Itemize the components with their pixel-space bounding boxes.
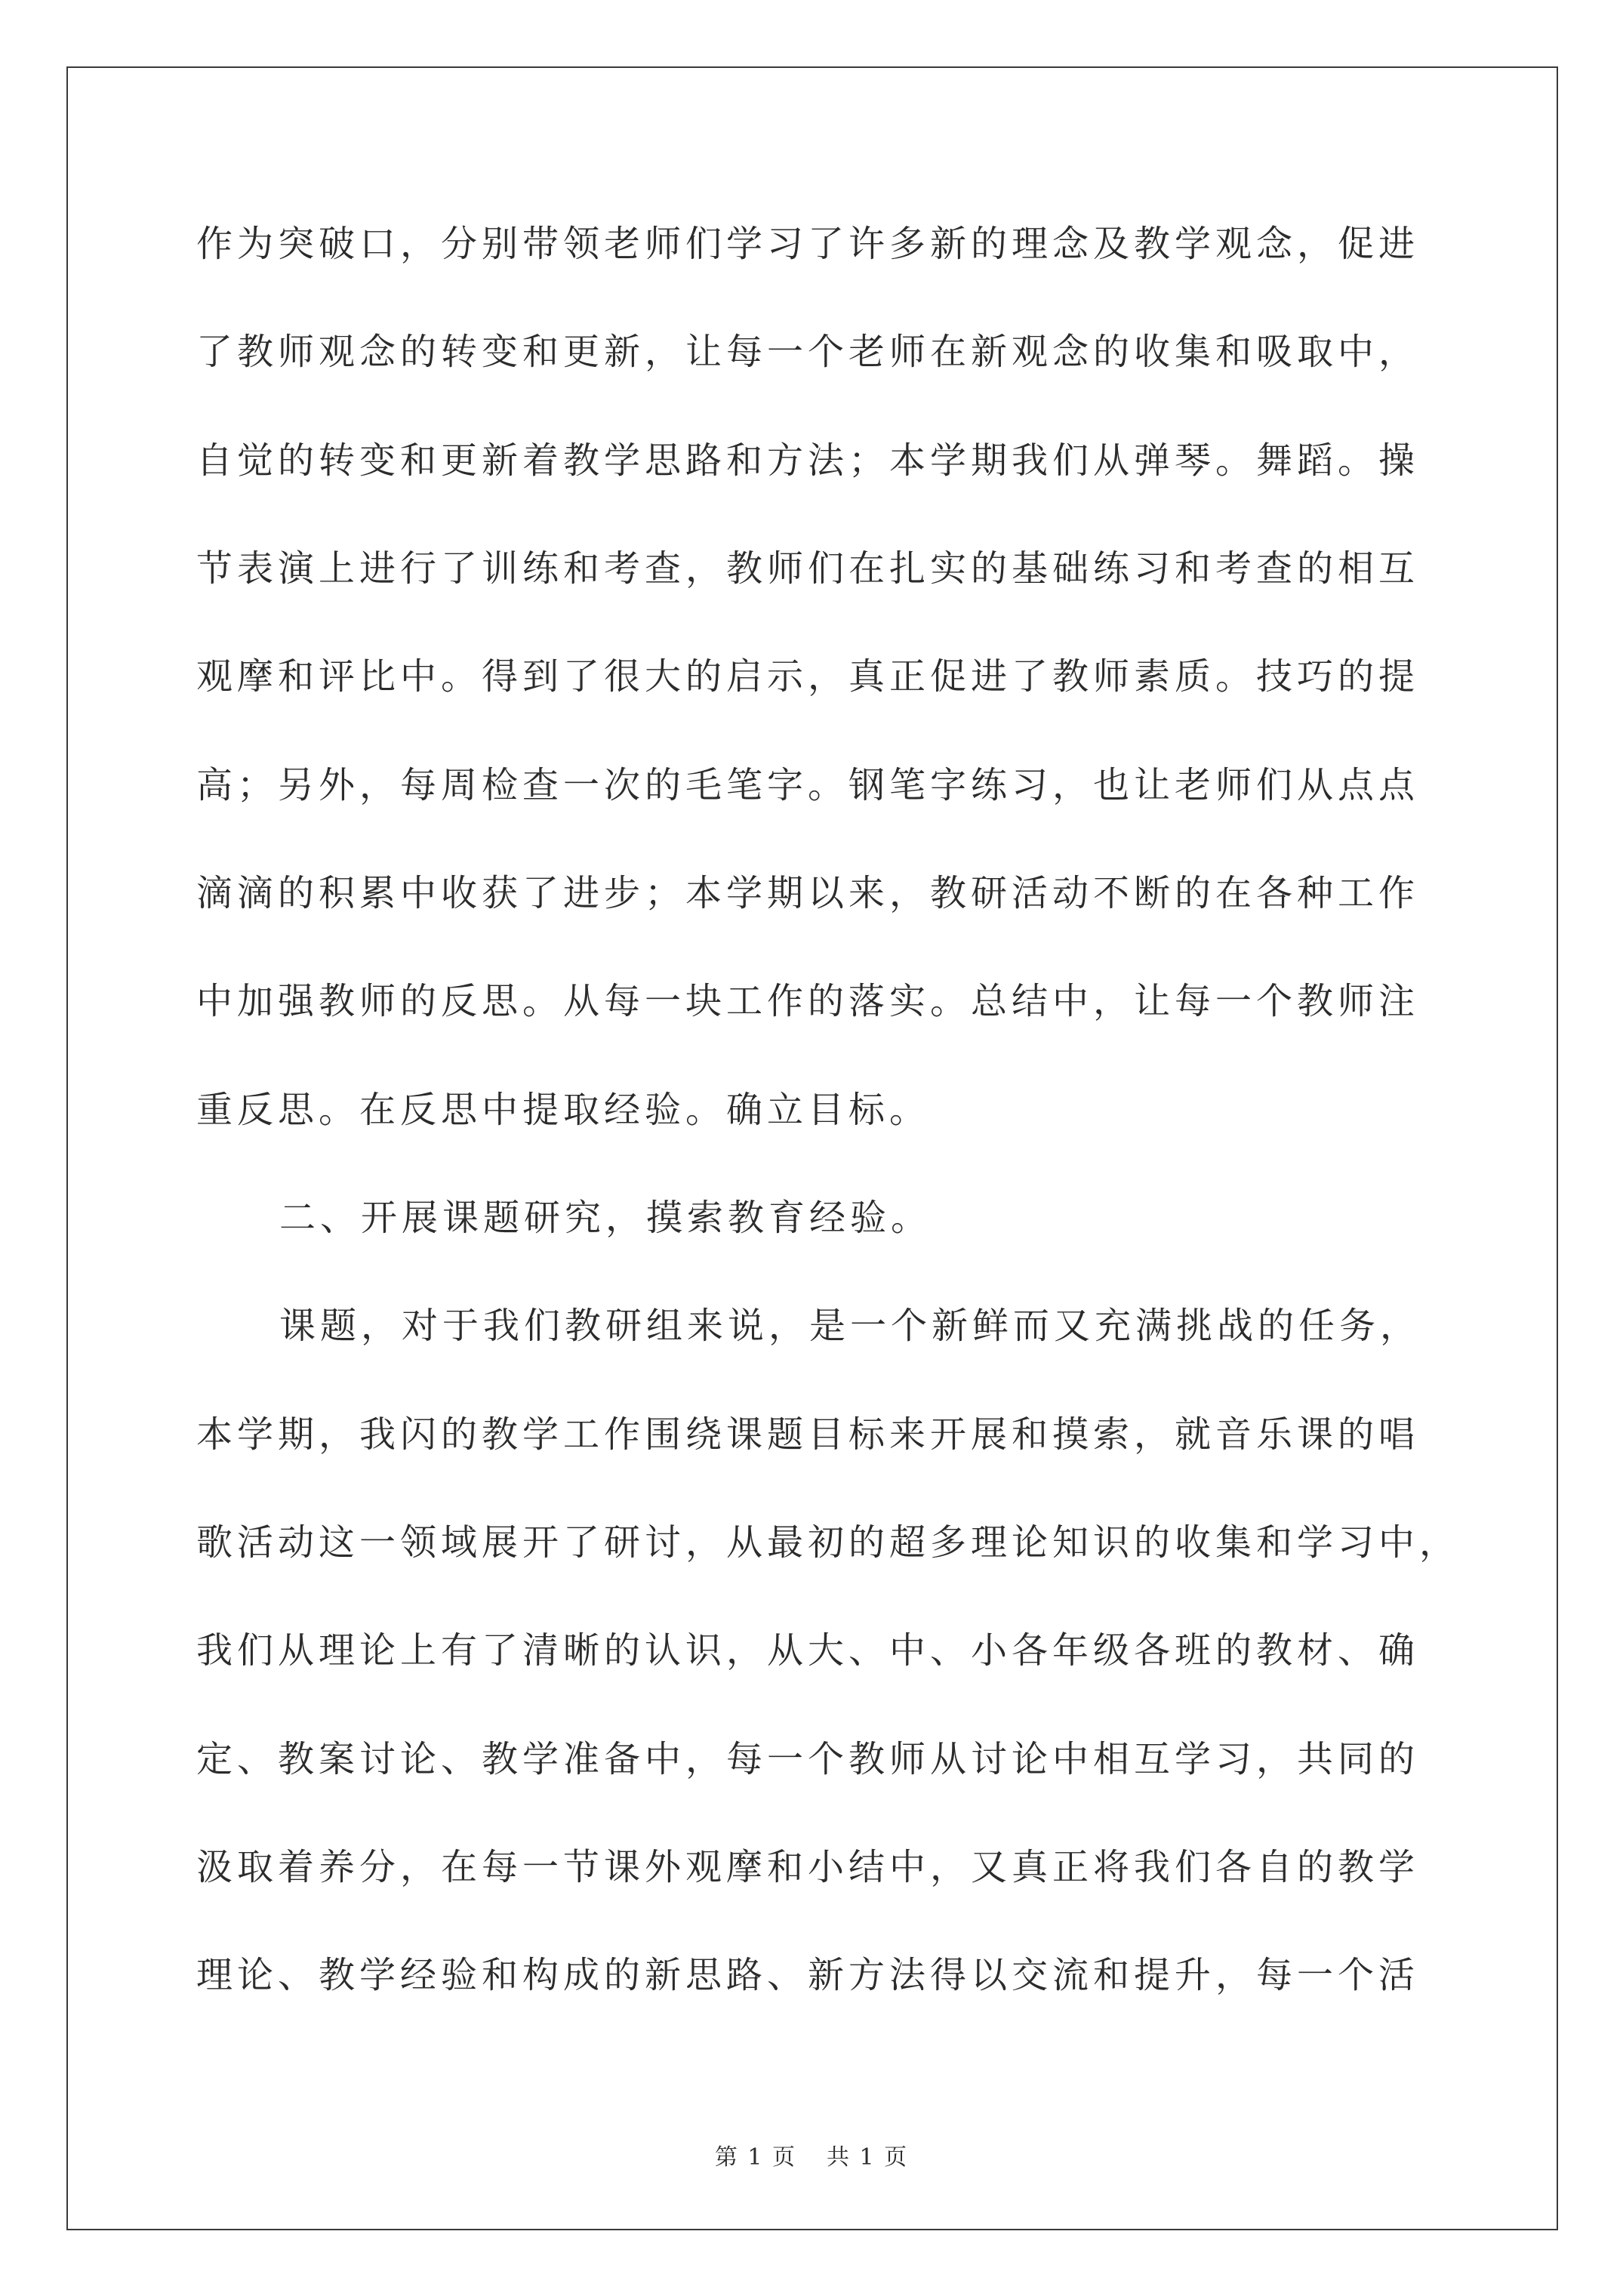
text-line: 理论、教学经验和构成的新思路、新方法得以交流和提升，每一个活 — [196, 1954, 1420, 1996]
text-line: 中加强教师的反思。从每一块工作的落实。总结中，让每一个教师注 — [196, 980, 1420, 1022]
text-line: 观摩和评比中。得到了很大的启示，真正促进了教师素质。技巧的提 — [196, 655, 1420, 698]
text-line: 作为突破口，分别带领老师们学习了许多新的理念及教学观念，促进 — [196, 223, 1420, 265]
text-line: 节表演上进行了训练和考查，教师们在扎实的基础练习和考查的相互 — [196, 547, 1420, 590]
text-line: 我们从理论上有了清晰的认识，从大、中、小各年级各班的教材、确 — [196, 1629, 1420, 1672]
page-footer — [0, 2138, 1623, 2171]
text-line: 歌活动这一领域展开了研讨，从最初的超多理论知识的收集和学习中， — [196, 1521, 1461, 1564]
text-line: 高；另外，每周检查一次的毛笔字。钢笔字练习，也让老师们从点点 — [196, 764, 1420, 806]
page-number: 第 1 页 — [714, 2144, 796, 2171]
text-line: 课题，对于我们教研组来说，是一个新鲜而又充满挑战的任务， — [279, 1305, 1421, 1347]
text-line: 定、教案讨论、教学准备中，每一个教师从讨论中相互学习，共同的 — [196, 1738, 1420, 1780]
page-total: 共 1 页 — [827, 2144, 909, 2171]
section-heading: 二、开展课题研究，摸索教育经验。 — [279, 1197, 932, 1239]
text-line: 自觉的转变和更新着教学思路和方法；本学期我们从弹琴。舞蹈。操 — [196, 439, 1420, 482]
text-line: 滴滴的积累中收获了进步；本学期以来，教研活动不断的在各种工作 — [196, 872, 1420, 914]
text-line: 重反思。在反思中提取经验。确立目标。 — [196, 1089, 931, 1131]
text-line: 本学期，我闪的教学工作围绕课题目标来开展和摸索，就音乐课的唱 — [196, 1413, 1420, 1456]
page-frame — [66, 66, 1558, 2230]
text-line: 汲取着养分，在每一节课外观摩和小结中，又真正将我们各自的教学 — [196, 1846, 1420, 1888]
text-line: 了教师观念的转变和更新，让每一个老师在新观念的收集和吸取中， — [196, 331, 1420, 373]
